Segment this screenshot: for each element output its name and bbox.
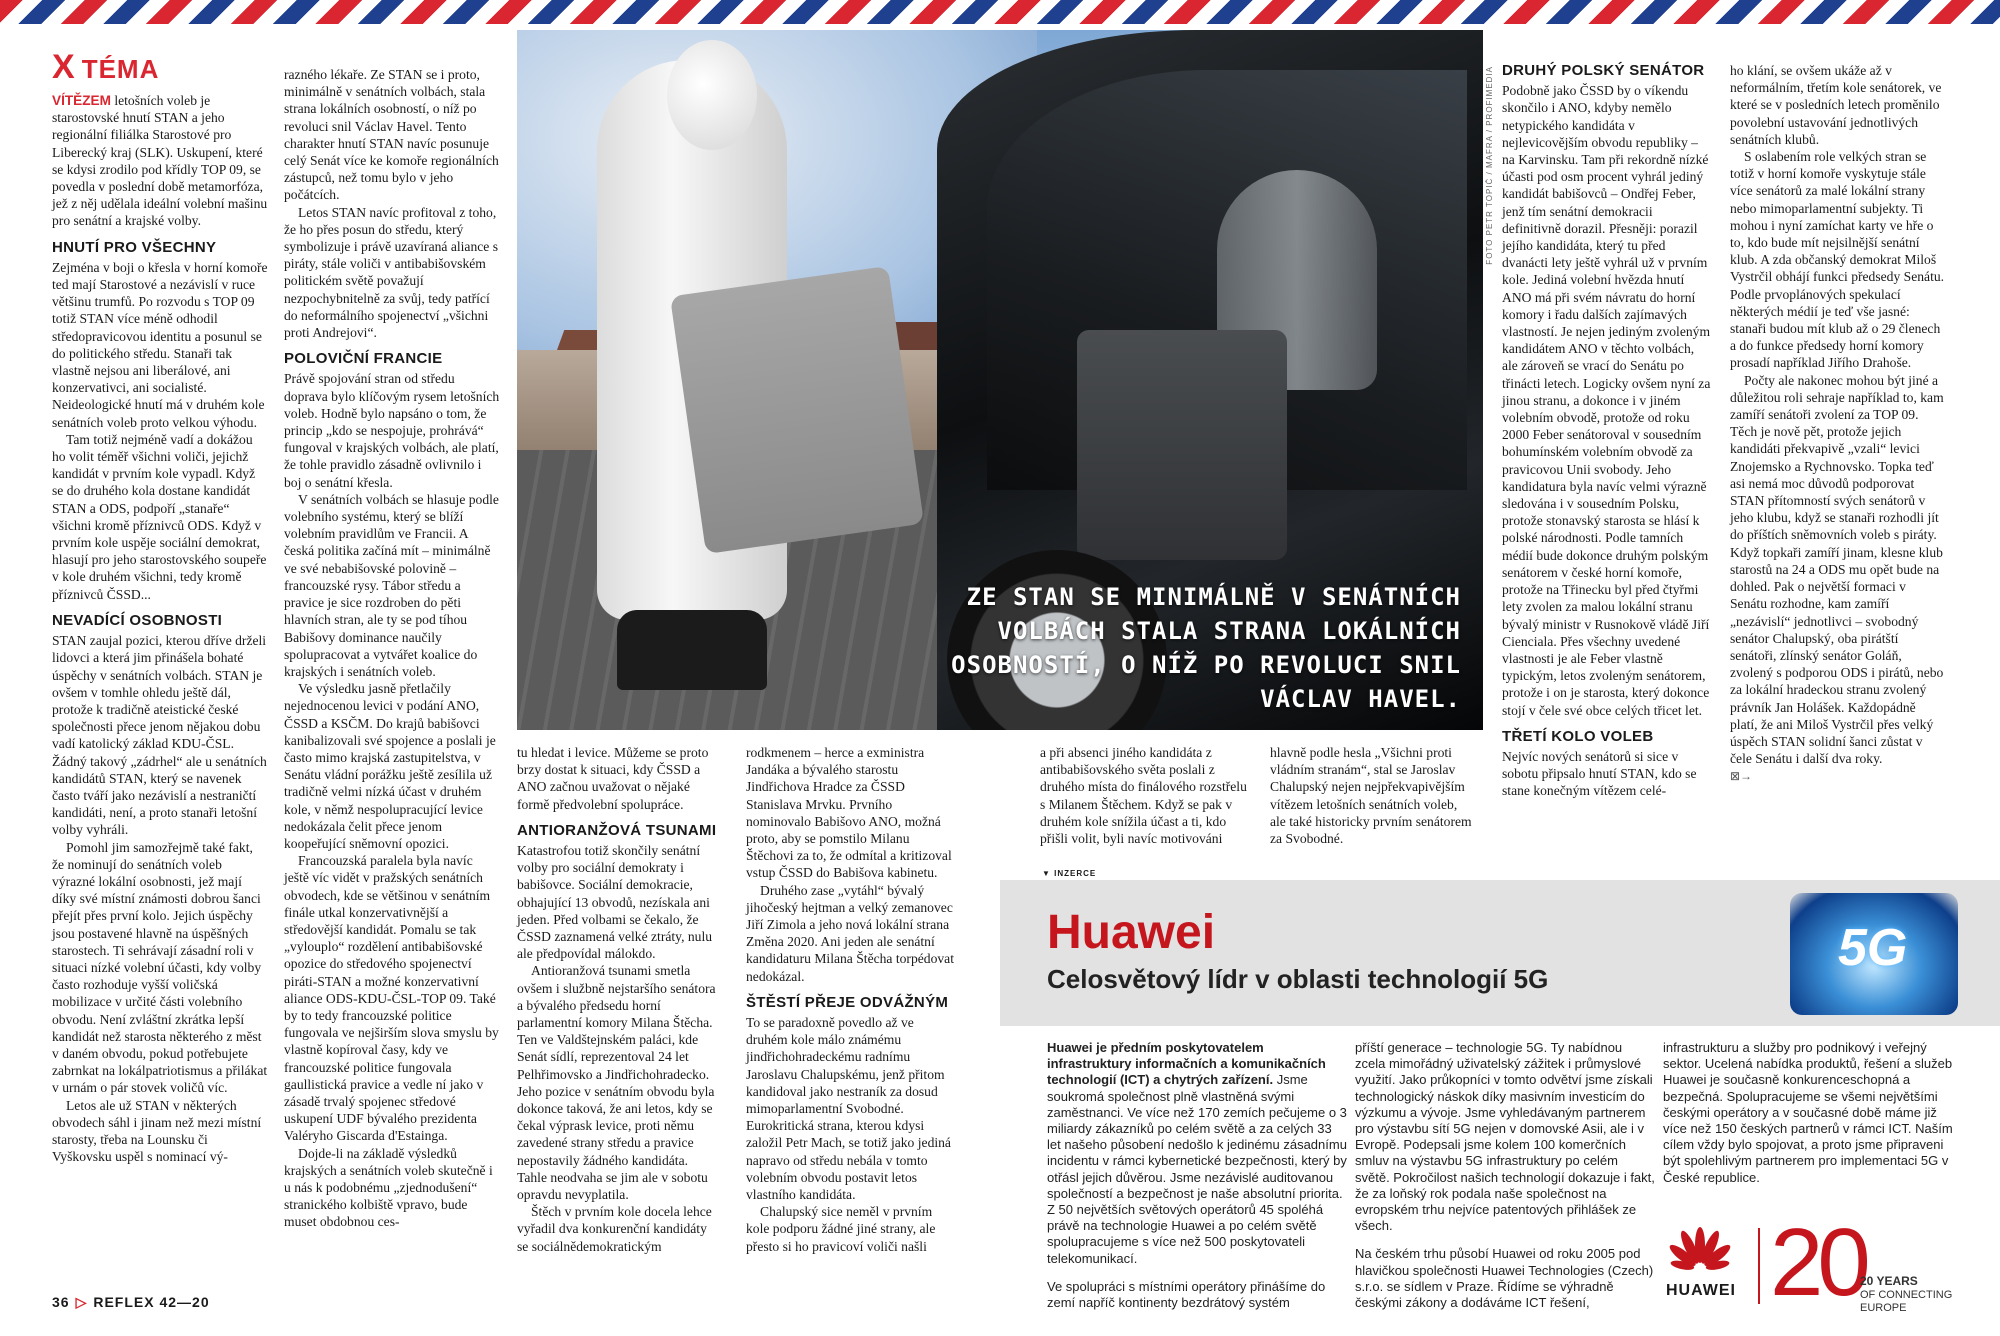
lead-word: VÍTĚZEM: [52, 93, 111, 108]
paragraph: rodkmenem – herce a exministra Jandáka a bývalého starostu Jindřichova Hradce za ČSSD Stanislava Mrvku. Prvního nominovalo Babišovo ANO, možná proto, aby se pomstilo Milanu Štěchovi za to, že odmítal a kritizoval vstup ČSSD do Babišova kabinetu.: [746, 745, 952, 881]
page-footer: [52, 1294, 210, 1311]
article-column-8: [1730, 62, 1946, 786]
section-label: [52, 48, 159, 87]
subheading: NEVADÍCÍ OSOBNOSTI: [52, 611, 223, 629]
paragraph: ho klání, se ovšem ukáže až v neformálním, třetím kole senátorek, ve které se v posledních letech proměnilo povolební ustavování jednotlivých senátních klubů.: [1730, 63, 1942, 147]
paragraph: Katastrofou totiž skončily senátní volby pro sociální demokraty i babišovce. Sociální demokracie, obhajující 13 obvodů, nezískala ani jeden. Před volbami se čekalo, že ČSSD zaznamená velké ztráty, nulu ale předpovídal málokdo.: [517, 843, 713, 962]
photo-hood: [667, 40, 757, 150]
ad-title: Huawei: [1047, 906, 1216, 959]
paragraph: Ve výsledku jasně přetlačily nejednocenou levici v podání ANO, ČSSD a KSČM. Do krajů babišovci kanibalizovali své spojence a poslali je často mimo krajská zastupitelstva, v Senátu vládní porážku ještě zesílila už tradičně velmi nízká účast v druhém kole, v němž nespolupracující levice nedokázala čelit přece jenom koopeřující sněmovní opozici.: [284, 681, 496, 851]
ad-paragraph: Na českém trhu působí Huawei od roku 2005 pod hlavičkou společnosti Huawei Technologies (Czech) s.r.o. se sídlem v Praze. Řídíme se výhradně českými zákony a dodáváme ICT řešení,: [1355, 1246, 1654, 1311]
logo-divider: [1758, 1228, 1760, 1304]
years-caption: [1860, 1275, 1952, 1315]
ad-paragraph: [1047, 1040, 1347, 1267]
article-photo: [517, 30, 1483, 730]
airmail-border: [0, 0, 2000, 24]
paragraph: To se paradoxně povedlo až ve druhém kole málo známému jindřichohradeckému radnímu Jaroslavu Chalupskému, jenž přitom kandidoval jako nestraník za dosud mimoparlamentní Svobodné. Eurokritická strana, kterou kdysi založil Petr Mach, se totiž jako jediná napravo od středu nebála v tomto volebním obvodu postavit letos vlastního kandidáta.: [746, 1015, 951, 1203]
paragraph: a při absenci jiného kandidáta z antibabišovského světa poslali z druhého místa do finálového rozstřelu s Milanem Štěchem. Když se pak v druhém kole snížila účast a ti, kdo přišli volit, byli navíc motivováni: [1040, 745, 1247, 847]
paragraph: Zejména v boji o křesla v horní komoře ted mají Starostové a nezávislí v ruce většinu trumfů. Po rozvodu s TOP 09 totiž STAN více méně odhodil středopravicovou identitu a posunul se do politického středu. Stanaři tak vlastně nejsou ani liberálové, ani konzervativci, ani socialisté. Neideologické hnutí má v druhém kole senátních voleb proto velkou výhodu.: [52, 259, 268, 430]
article-column-4: [746, 744, 956, 1255]
paragraph: Nejvíc nových senátorů si sice v sobotu připsalo hnutí STAN, kdo se stane konečným vítězem celé-: [1502, 748, 1697, 799]
intro-paragraph: [52, 92, 268, 230]
article-column-6: [1270, 744, 1475, 847]
paragraph: Francouzská paralela byla navíc ještě víc vidět v pražských senátních obvodech, kde se většinou v senátním finále utkal konzervativnější a středovější kandidát. Pomalu se tak „vylouplo“ rozdělení antibabišovské opozice do středového spojenectví piráti-STAN a možné konzervativní aliance ODS-KDU-ČSL-TOP 09. Také by to tedy francouzské politice fungovala ve nejširším slova smyslu by vlastně kopíroval časy, kdy ve francouzské politice fungovala gaullistická pravice a vedle ní jako v zásadě trvalý spojenec středové uskupení UDF bývalého prezidenta Valéryho Giscarda d'Estainga.: [284, 853, 499, 1144]
paragraph: Podobně jako ČSSD by o víkendu skončilo i ANO, kdyby nemělo netypického kandidáta v nejlevicovějším obvodu republiky – na Karvinsku. Tam při rekordně nízké účasti pod osm procent vyhrál jediný kandidát babišovců – Ondřej Feber, jenž tím senátní demokracii definitivně dorazil. Přesněji: porazil jejího kandidáta, který tu před dvanácti lety ještě vyhrál už v prvním kole. Jediná volební hvězda hnutí ANO má při svém návratu do horní komory i řadu dalších zajímavých vlastností. Je nejen jediným zvoleným kandidátem ANO v těchto volbách, ale zároveň se vrací do Senátu po třinácti letech. Logicky ovšem nyní za jinou stranu, a dokonce i v jiném volebním obvodě, protože od roku 2000 Feber senátoroval v sousedním bohumínském volebním obvodě za pravicovou Unii svobody. Jeho kandidatura byla navíc velmi výrazně sledována i v sousedním Polsku, protože stonavský starosta se hlásí k polské národnosti. Podle tamních médií bude dokonce druhým polským senátorem v české horní komoře, protože na Třinecku byl před čtyřmi lety zvolen za malou lokální stranu bývalý ministr v Rusnokově vládě Jiří Cienciala. Přes všechny uvedené vlastnosti je ale Feber vlastně typickým, letos zvoleným senátorem, protože i on je starosta, který dokonce stojí v čele své obce celých třicet let.: [1502, 83, 1711, 718]
subheading: ŠTĚSTÍ PŘEJE ODVÁŽNÝM: [746, 993, 949, 1011]
pull-quote: ZE STAN SE MINIMÁLNĚ V SENÁTNÍCH VOLBÁCH STALA STRANA LOKÁLNÍCH OSOBNOSTÍ, O NÍŽ PO REVOLUCI SNIL VÁCLAV HAVEL.: [951, 583, 1461, 713]
ad-column-3: [1663, 1040, 1963, 1198]
ad-subtitle: Celosvětový lídr v oblasti technologií 5G: [1047, 964, 1549, 994]
subheading: HNUTÍ PRO VŠECHNY: [52, 238, 217, 256]
years-line-2: OF CONNECTING: [1860, 1289, 1953, 1301]
ad-bold-text: Huawei je předním poskytovatelem infrastruktury informačních a komunikačních technologií (ICT) a chytrých zařízení.: [1047, 1040, 1326, 1088]
paragraph: Chalupský sice neměl v prvním kole podporu žádné jiné strany, ale přesto si ho pravicoví voliči našli: [746, 1204, 936, 1254]
magazine-issue: REFLEX 42—20: [93, 1294, 210, 1310]
article-column-7: [1502, 62, 1712, 800]
paragraph: Tam totiž nejméně vadí a dokážou ho volit téměř všichni voliči, jejichž kandidát v prvním kole vypadl. Když se do druhého kola dostane kandidát STAN a ODS, podpoří „stanaře“ všichni kromě příznivců ODS. Když v prvním kole uspěje sociální demokrat, hlasují pro jeho starostovského soupeře v kole druhém všichni, tedy kromě příznivců ČSSD...: [52, 431, 267, 602]
paragraph: Letos ale už STAN v některých obvodech sáhl i jinam než mezi místní starosty, třeba na Lounsku či Vyškovsku uspěl s nominací vý-: [52, 1097, 262, 1165]
paragraph: tu hledat i levice. Můžeme se proto brzy dostat k situaci, kdy ČSSD a ANO začnou uvažovat o nějaké formě předvolební spolupráce.: [517, 745, 709, 812]
paragraph: Dojde-li na základě výsledků krajských a senátních voleb skutečně i u nás k podobnému „zjednodušení“ stranického kolbiště vpravo, bude muset obdobnou ces-: [284, 1145, 493, 1230]
paragraph: STAN zaujal pozici, kterou dříve drželi lidovci a která jim přinášela bohaté úspěchy v senátních volbách. STAN je ovšem v tomhle ohledu ještě dál, protože k tradičně ateistické české společnosti přece jenom nějakou dobu vadí katolický základ KDU-ČSL. Žádný takový „zádrhel“ ale u senátních kandidátů STAN, který se navenek často tváří jako nezávislí a nestraničtí kandidáti, není, a proto stanaři letošní volby vyhráli.: [52, 633, 267, 838]
subheading: DRUHÝ POLSKÝ SENÁTOR: [1502, 62, 1705, 79]
ad-column-2: [1355, 1040, 1655, 1323]
paragraph: hlavně podle hesla „Všichni proti vládním stranám“, stal se Jaroslav Chalupský nejen nejpřekvapivějším vítězem letošních senátních voleb, ale také historicky prvním senátorem za Svobodné.: [1270, 745, 1472, 847]
5g-badge: 5G: [1838, 919, 1908, 977]
triangle-icon: ▷: [75, 1294, 88, 1310]
intro-text: letošních voleb je starostovské hnutí STAN a jeho regionální filiálka Starostové pro Liberecký kraj (SLK). Uskupení, které se kdysi zrodilo pod křídly TOP 09, se povedla v poslední době metamorfóza, jež z něj udělala ideální volební mašinu pro senátní a krajské volby.: [52, 93, 268, 229]
photo-ballot-box: [670, 266, 924, 554]
ad-column-1: [1047, 1040, 1347, 1323]
section-x-icon: X: [52, 48, 76, 86]
article-column-3: [517, 744, 717, 1255]
paragraph: Pomohl jim samozřejmě také fakt, že nominují do senátních voleb výrazné lokální osobnosti, jež mají díky své místní známosti dobrou šanci přejít přes první kolo. Jejich úspěchy jsou postavené hlavně na úspěšných starostech. Ti sehrávají zásadní roli v situaci nízké volební účasti, kdy volby často rozhoduje vyšší voličská mobilizace v určité části volebního obvodu. Není zvláštní zkrátka lepší kandidát než starosta některého z měst v daném obvodu, pokud potřebujete zabrnkat na lokálpatriotismus a přilákat v urnám o pár stovek voličů víc.: [52, 839, 268, 1096]
paragraph: V senátních volbách se hlasuje podle volebního systému, který se blíží volebním pravidlům ve Francii. A česká politika začíná mít – minimálně ve své nebabišovské polovině – francouzské rysy. Tábor středu a pravice je sice rozdroben do pěti hlavních stran, ale ty se pod tíhou Babišovy dominance naučily spolupracovat a vytvářet koalice do krajských i senátních voleb.: [284, 491, 499, 679]
ad-paragraph: infrastrukturu a služby pro podnikový i veřejný sektor. Ucelená nabídka produktů, řešení a služeb Huawei je současně konkurenceschopná a bezpečná. Spolupracujeme se všemi největšími českými operátory a v současné době máme již více než 150 českých partnerů v rámci ICT. Naším cílem vždy bylo spojovat, a proto jsme připraveni být spolehlivým partnerem pro implementaci 5G v České republice.: [1663, 1040, 1953, 1185]
paragraph: Letos STAN navíc profitoval z toho, že ho přes posun do středu, který symbolizuje i právě uzavíraná aliance s piráty, stále voliči v antibabišovském politickém světě považují nezpochybnitelně za svůj, tedy patřící do neformálního spojenectví „všichni proti Andrejovi“.: [284, 204, 499, 341]
photo-boots: [617, 610, 767, 690]
section-label-text: TÉMA: [81, 54, 160, 84]
huawei-wordmark: HUAWEI: [1666, 1282, 1736, 1299]
ad-paragraph: Ve spolupráci s místními operátory přinášíme do zemí napříč kontinenty bezdrátový systém: [1047, 1278, 1326, 1311]
paragraph: Druhého zase „vytáhl“ bývalý jihočeský hejtman a velký zemanovec Jiří Zimola a jeho nová lokální strana Změna 2020. Ani jeden ale senátní kandidaturu Milana Štěcha torpédovat nedokázal.: [746, 882, 954, 984]
subheading: POLOVIČNÍ FRANCIE: [284, 350, 443, 368]
ad-tag: ▼ INZERCE: [1042, 869, 1097, 878]
years-line-3: EUROPE: [1860, 1302, 1907, 1314]
subheading: TŘETÍ KOLO VOLEB: [1502, 727, 1654, 745]
article-column-2: [284, 66, 500, 1231]
paragraph: Štěch v prvním kole docela lehce vyřadil dva konkurenční kandidáty se sociálnědemokratickým: [517, 1204, 712, 1254]
end-of-article-icon: ⊠→: [1730, 769, 1753, 784]
years-line-1: 20 YEARS: [1860, 1274, 1918, 1288]
photo-ballot-reflection: [1077, 330, 1287, 560]
paragraph: S oslabením role velkých stran se totiž v horní komoře vyskytuje stále více senátorů za malé lokální strany nebo mimoparlamentní subjekty. Ti mohou i nyní zamíchat karty ve hře o to, kdo bude mít nejsilnější senátní klub. A zda občanský demokrat Miloš Vystrčil obhájí funkci předsedy Senátu. Podle prvoplánových spekulací některých médií je teď vše jasné: stanaři budou mít klub až o 29 členech a do funkce předsedy horní komory prosadí například Jiřího Drahoše.: [1730, 149, 1945, 371]
paragraph: razného lékaře. Ze STAN se i proto, minimálně v senátních volbách, stala strana lokálních osobností, o níž po revoluci snil Václav Havel. Tento charakter hnutí STAN navíc posunuje celý Senát více ke komoře regionálních zástupců, než tomu bylo v jeho počátcích.: [284, 67, 499, 203]
twenty-years-mark: 20: [1770, 1209, 1865, 1316]
page-number: 36: [52, 1294, 70, 1310]
ad-paragraph: příští generace – technologie 5G. Ty nabídnou zcela mimořádný uživatelský zážitek i průmyslové využití. Jako průkopníci v tomto odvětví jsme získali technologický náskok díky masivním investicím do výzkumu a vývoje. Jsme vyhledávaným partnerem pro výstavbu sítí 5G nejen v domovské Asii, ale i v Evropě. Podepsali jsme kolem 100 komerčních smluv na výstavbu 5G infrastruktury po celém světě. Pokročilost našich technologií dokazuje i fakt, že za loňský rok podala naše společnost na evropském trhu nejvíce patentových přihlášek ze všech.: [1355, 1040, 1655, 1234]
paragraph: Právě spojování stran od středu doprava bylo klíčovým rysem letošních voleb. Hodně bylo napsáno o tom, že princip „kdo se nespojuje, prohrává“ fungoval v krajských volbách, ale platí, že tohle pravidlo zásadně ovlivnilo i boj o senátní křesla.: [284, 371, 500, 490]
huawei-logo-icon: [1660, 1225, 1740, 1279]
article-column-1: [52, 92, 268, 1165]
ad-text: Jsme soukromá společnost plně vlastněná svými zaměstnanci. Ve více než 170 zemích pečujeme o 3 miliardy zákazníků po celém světě a za celých 33 let našeho působení nedošlo k jedinému zásadnímu incidentu v rámci kybernetické bezpečnosti, který by otřásl jejich důvěrou. Jsme nezávislé auditovanou společností a bezpečnost je naše absolutní priorita. Z 50 největších světových operátorů 45 spoléhá právě na technologie Huawei a po celém světě spolupracujeme s více než 500 poskytovateli telekomunikací.: [1047, 1072, 1347, 1266]
paragraph: Antioranžová tsunami smetla ovšem i službně nejstaršího senátora a bývalého předsedu horní parlamentní komory Milana Štěcha. Ten ve Valdštejnském paláci, kde Senát sídlí, reprezentoval 24 let Pelhřimovsko a Jindřichohradecko. Jeho pozice v senátním obvodu byla dokonce taková, že ani letos, kdy se čekal výprask levice, proti němu zavedené strany středu a pravice nepostavily žádného kandidáta. Tahle neodvaha se jim ale v sobotu opravdu nevyplatila.: [517, 963, 716, 1203]
article-column-5: [1040, 744, 1252, 847]
paragraph: Počty ale nakonec mohou být jiné a důležitou roli sehraje například to, kam zamíří senátoři zvolení za TOP 09. Těch je nově pět, protože jejich kandidáti překvapivě „vzali“ levici Znojemsko a Rychnovsko. Topka teď asi nemá moc důvodů podporovat STAN přítomností svých senátorů v jeho klubu, když se stanaři rozhodli jít do příštích sněmovních voleb s piráty. Když topkaři zamíří jinam, klesne klub starostů na 24 a ODS mu opět bude na dohled. Pak o největší formaci v Senátu rozhodne, kam zamíří „nezávislí“ jednotlivci – svobodný senátor Chalupský, oba pirátští senátoři, zlínský senátor Goláň, zvolený s podporou ODS i pirátů, nebo za lokální hradeckou stranu zvolený právník Jan Holášek. Každopádně platí, že ani Miloš Vystrčil přes velký úspěch STAN solidní šanci zůstat v čele Senátu i další dva roky.: [1730, 372, 1944, 767]
photo-credit: FOTO PETR TOPIČ / MAFRA / PROFIMEDIA: [1485, 66, 1494, 265]
subheading: ANTIORANŽOVÁ TSUNAMI: [517, 821, 717, 839]
